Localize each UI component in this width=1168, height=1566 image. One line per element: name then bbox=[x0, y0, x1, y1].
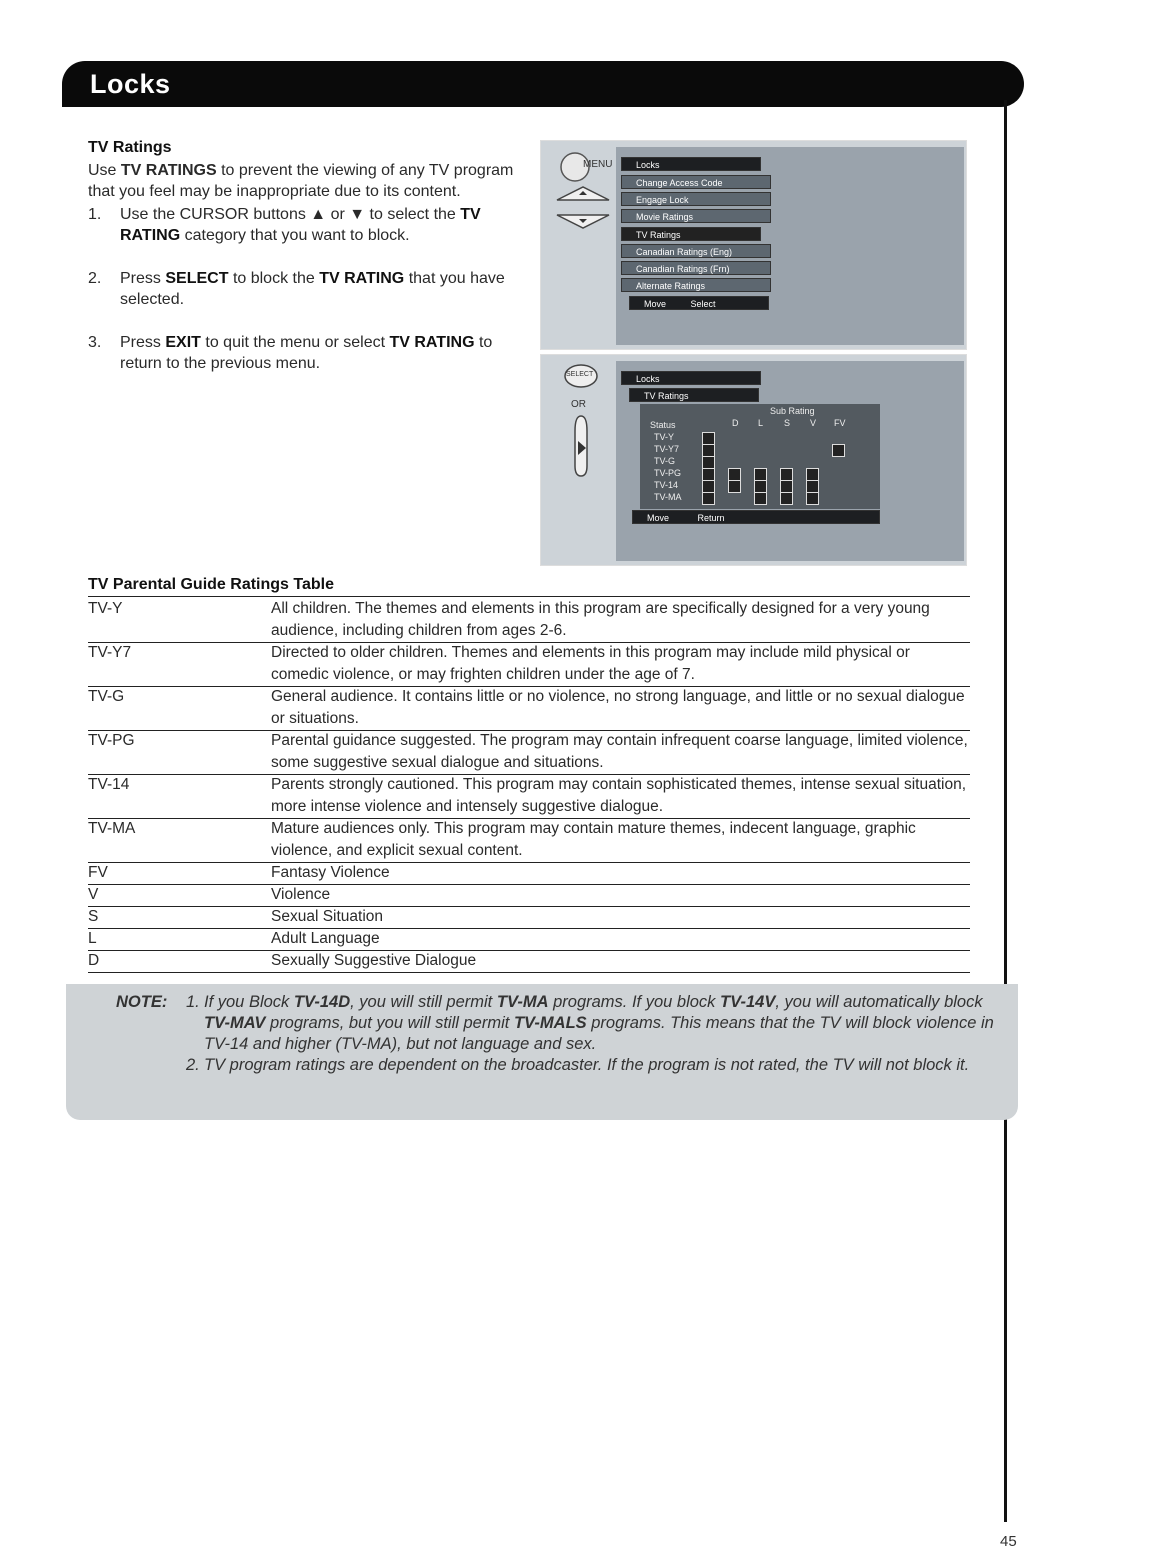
osd-footer: Move Select bbox=[629, 296, 769, 310]
table-row: TV-Y All children. The themes and elements in this program are specifically designed for a very young audience, including children from ages 2-6. bbox=[88, 598, 970, 643]
table-rule bbox=[88, 596, 970, 597]
col-d: D bbox=[732, 418, 739, 428]
step-1: 1. Use the CURSOR buttons ▲ or ▼ to select the TV RATING category that you want to block. bbox=[88, 206, 481, 244]
table-row: TV-G General audience. It contains little or no violence, no strong language, and little or no sexual dialogue or situations. bbox=[88, 686, 970, 731]
section-title: Locks bbox=[90, 69, 171, 99]
table-row: TV-14 Parents strongly cautioned. This program may contain sophisticated themes, intense sexual situation, more intense violence and intensely suggestive dialogue. bbox=[88, 774, 970, 819]
table-row: TV-Y7 Directed to older children. Themes and elements in this program may include mild physical or comedic violence, or may frighten children under the age of 7. bbox=[88, 642, 970, 687]
section-heading: TV Ratings bbox=[88, 139, 172, 156]
table-row: V Violence bbox=[88, 884, 970, 907]
row-tv-y7: TV-Y7 bbox=[654, 444, 680, 454]
step-2: 2. Press SELECT to block the TV RATING that you have selected. bbox=[88, 270, 505, 308]
col-fv: FV bbox=[834, 418, 846, 428]
table-row: TV-MA Mature audiences only. This program may contain mature themes, indecent language, graphic violence, and explicit sexual content. bbox=[88, 818, 970, 863]
table-row: FV Fantasy Violence bbox=[88, 862, 970, 885]
select-button-label: SELECT bbox=[566, 371, 594, 378]
note-item-2: 2. TV program ratings are dependent on the broadcaster. If the program is not rated, the TV will not block it. bbox=[186, 1056, 970, 1074]
col-v: V bbox=[810, 418, 817, 428]
step-3: 3. Press EXIT to quit the menu or select TV RATING to return to the previous menu. bbox=[88, 334, 493, 372]
lock-icon[interactable] bbox=[728, 480, 741, 493]
select-and-arrow-icon bbox=[555, 361, 615, 481]
table-row: L Adult Language bbox=[88, 928, 970, 951]
osd-item-tv-ratings: TV Ratings bbox=[621, 227, 761, 241]
row-tv-g: TV-G bbox=[654, 456, 676, 466]
note-text bbox=[116, 992, 1006, 1076]
page-edge-rule bbox=[1004, 100, 1007, 1522]
tv-ratings-section bbox=[88, 137, 518, 396]
table-row: D Sexually Suggestive Dialogue bbox=[88, 950, 970, 973]
status-label: Status bbox=[650, 420, 676, 430]
osd-footer-ratings: Move Return bbox=[632, 510, 880, 524]
lock-icon[interactable] bbox=[806, 492, 819, 505]
intro-paragraph: Use TV RATINGS to prevent the viewing of any TV program that you feel may be inappropriate due to its content. bbox=[88, 162, 514, 200]
osd-item-change-access-code: Change Access Code bbox=[621, 175, 771, 189]
osd-title-locks: Locks bbox=[621, 157, 761, 171]
osd-item-canadian-frn: Canadian Ratings (Frn) bbox=[621, 261, 771, 275]
osd-item-movie-ratings: Movie Ratings bbox=[621, 209, 771, 223]
section-header-bar bbox=[62, 61, 1024, 107]
table-row: TV-PG Parental guidance suggested. The program may contain infrequent coarse language, limited violence, some suggestive sexual dialogue and situations. bbox=[88, 730, 970, 775]
sub-rating-label: Sub Rating bbox=[770, 406, 815, 416]
row-tv-pg: TV-PG bbox=[654, 468, 682, 478]
osd-item-canadian-eng: Canadian Ratings (Eng) bbox=[621, 244, 771, 258]
steps-list bbox=[88, 204, 518, 374]
lock-icon[interactable] bbox=[754, 492, 767, 505]
ratings-table-title: TV Parental Guide Ratings Table bbox=[88, 576, 334, 593]
rating-lock-grid bbox=[640, 404, 880, 509]
page-number: 45 bbox=[1000, 1533, 1017, 1550]
menu-button-label: MENU bbox=[583, 159, 613, 170]
lock-icon[interactable] bbox=[832, 444, 845, 457]
note-box bbox=[66, 984, 1018, 1120]
lock-icon[interactable] bbox=[702, 492, 715, 505]
osd-title-tv-ratings: TV Ratings bbox=[629, 388, 759, 402]
or-label: OR bbox=[571, 399, 586, 410]
table-row: S Sexual Situation bbox=[88, 906, 970, 929]
row-tv-y: TV-Y bbox=[654, 432, 675, 442]
row-tv-ma: TV-MA bbox=[654, 492, 682, 502]
row-tv-14: TV-14 bbox=[654, 480, 679, 490]
osd-item-engage-lock: Engage Lock bbox=[621, 192, 771, 206]
osd-item-alternate-ratings: Alternate Ratings bbox=[621, 278, 771, 292]
col-s: S bbox=[784, 418, 791, 428]
osd-title-locks: Locks bbox=[621, 371, 761, 385]
note-item-1: NOTE: 1. If you Block TV-14D, you will still permit TV-MA programs. If you block TV-14V, you will automatically block TV-MAV programs, but you will still permit TV-MALS programs. This means that the TV will block violence in TV-14 and higher (TV-MA), but not language and sex. bbox=[116, 993, 994, 1053]
col-l: L bbox=[758, 418, 764, 428]
lock-icon[interactable] bbox=[780, 492, 793, 505]
screen-locks-menu bbox=[540, 140, 967, 350]
